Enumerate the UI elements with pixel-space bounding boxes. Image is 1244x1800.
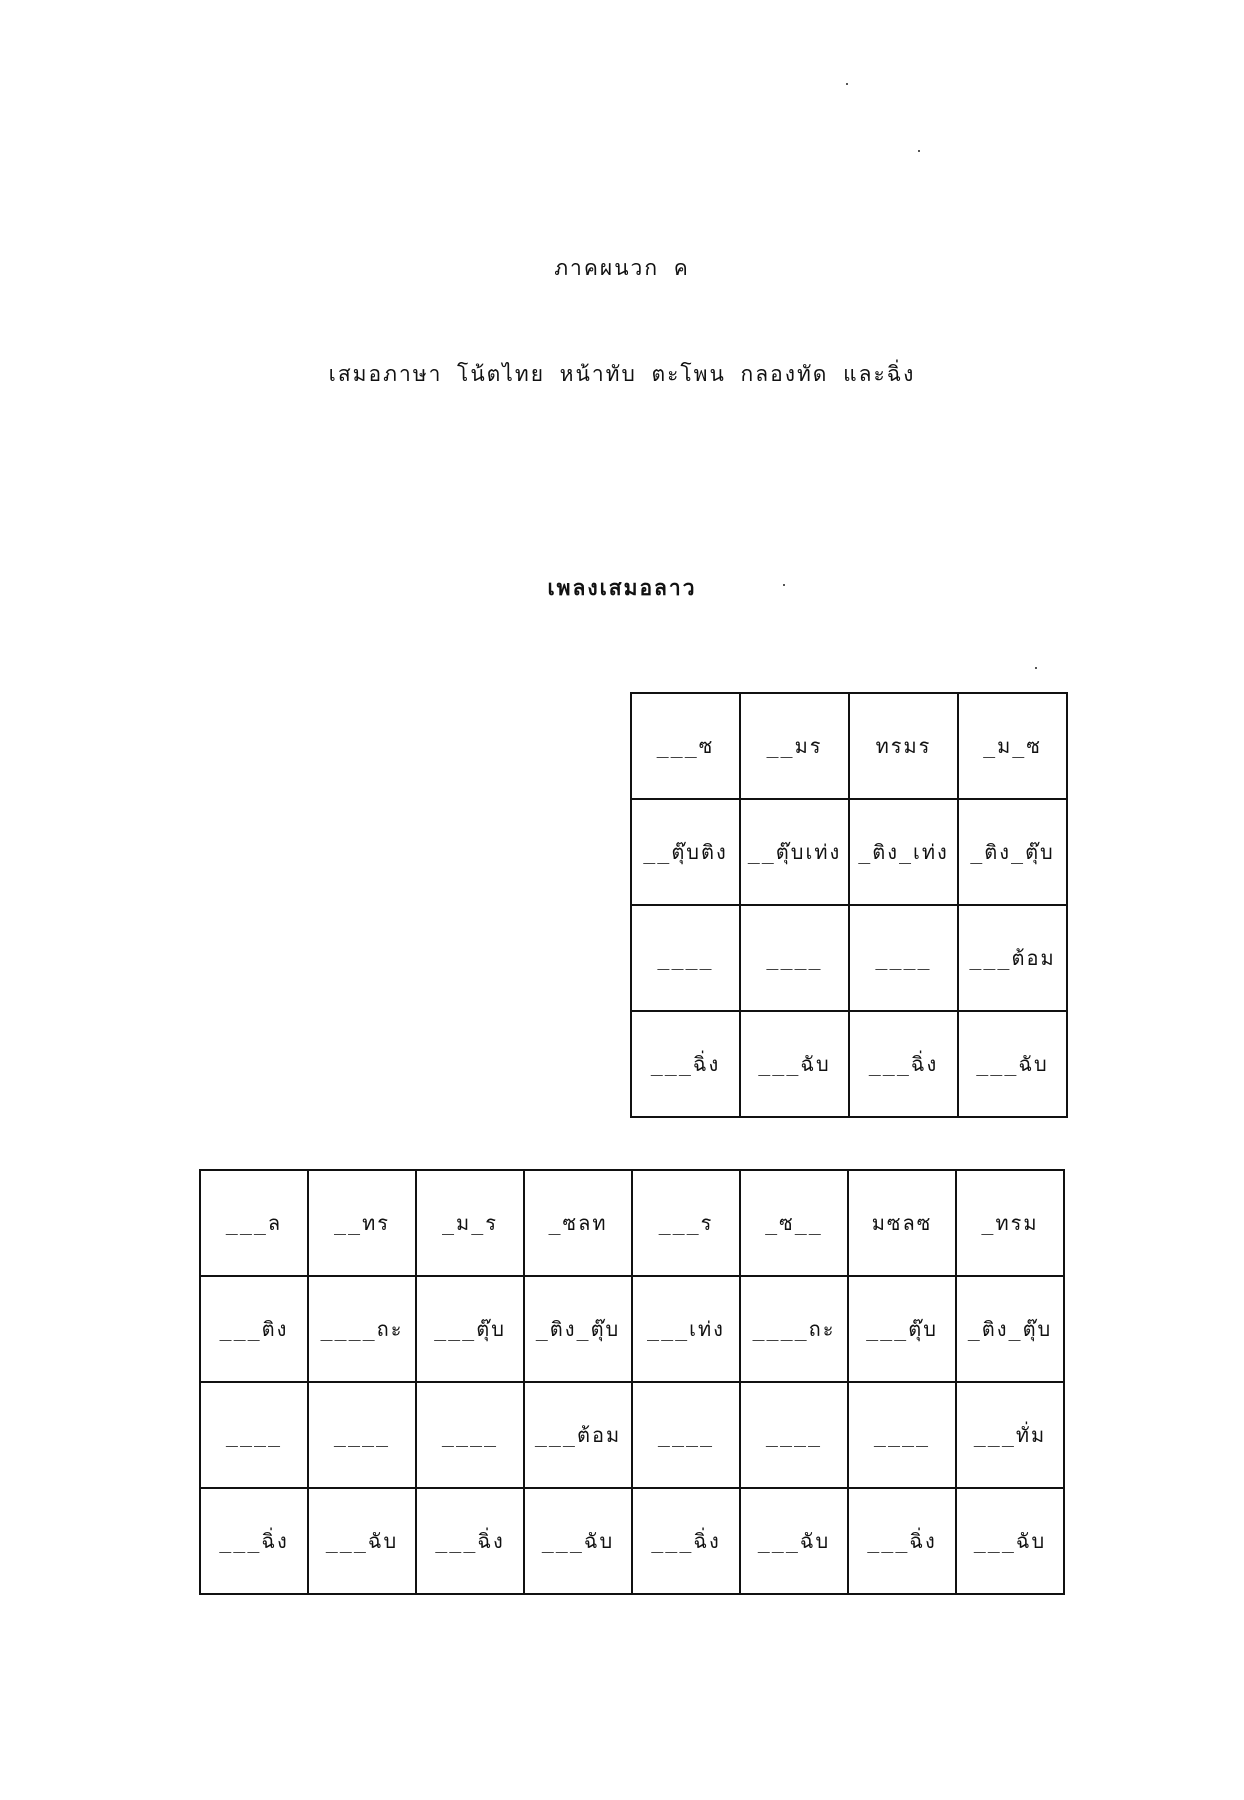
- notation-cell: ทรมร: [849, 693, 958, 799]
- notation-cell: _ม_ซ: [958, 693, 1067, 799]
- notation-cell: _ติง_ตุ๊บ: [524, 1276, 632, 1382]
- notation-cell: ___ทั่ม: [956, 1382, 1064, 1488]
- table-row: [631, 693, 1067, 799]
- notation-cell: ____: [632, 1382, 740, 1488]
- notation-cell: ___ล: [200, 1170, 308, 1276]
- table-row: [200, 1382, 1064, 1488]
- notation-cell: ___เท่ง: [632, 1276, 740, 1382]
- notation-cell: ___ต้อม: [958, 905, 1067, 1011]
- upper-notation-table: [630, 692, 1068, 1118]
- notation-cell: ___ร: [632, 1170, 740, 1276]
- notation-cell: ___ฉิ่ง: [416, 1488, 524, 1594]
- notation-cell: ____: [416, 1382, 524, 1488]
- table-row: [200, 1488, 1064, 1594]
- notation-cell: ___ฉิ่ง: [849, 1011, 958, 1117]
- notation-cell: ____: [849, 905, 958, 1011]
- notation-cell: ___ตุ๊บ: [416, 1276, 524, 1382]
- lower-notation-table: [199, 1169, 1065, 1595]
- notation-cell: _ติง_ตุ๊บ: [958, 799, 1067, 905]
- notation-cell: __ทร: [308, 1170, 416, 1276]
- notation-cell: ___ฉับ: [958, 1011, 1067, 1117]
- notation-cell: มซลซ: [848, 1170, 956, 1276]
- table-row: [200, 1276, 1064, 1382]
- notation-cell: ___ตุ๊บ: [848, 1276, 956, 1382]
- notation-cell: __ตุ๊บติง: [631, 799, 740, 905]
- notation-cell: ___ซ: [631, 693, 740, 799]
- scan-speck: [846, 83, 848, 85]
- notation-cell: ___ฉับ: [956, 1488, 1064, 1594]
- notation-cell: ___ฉับ: [524, 1488, 632, 1594]
- notation-cell: ___ฉิ่ง: [631, 1011, 740, 1117]
- appendix-title: ภาคผนวก ค: [554, 256, 690, 280]
- notation-cell: _ติง_ตุ๊บ: [956, 1276, 1064, 1382]
- notation-cell: ___ฉิ่ง: [200, 1488, 308, 1594]
- notation-cell: __ตุ๊บเท่ง: [740, 799, 849, 905]
- notation-cell: ____ถะ: [740, 1276, 848, 1382]
- notation-cell: ___ฉับ: [740, 1488, 848, 1594]
- table-row: [631, 905, 1067, 1011]
- notation-cell: ___ฉับ: [740, 1011, 849, 1117]
- notation-cell: _ม_ร: [416, 1170, 524, 1276]
- notation-cell: ___ฉิ่ง: [848, 1488, 956, 1594]
- notation-cell: _ทรม: [956, 1170, 1064, 1276]
- notation-cell: ____: [740, 905, 849, 1011]
- notation-cell: ___ฉับ: [308, 1488, 416, 1594]
- notation-cell: ____: [200, 1382, 308, 1488]
- notation-cell: ____: [740, 1382, 848, 1488]
- notation-cell: ____ถะ: [308, 1276, 416, 1382]
- table-row: [200, 1170, 1064, 1276]
- table-row: [631, 799, 1067, 905]
- notation-cell: ____: [631, 905, 740, 1011]
- document-subtitle: เสมอภาษา โน้ตไทย หน้าทับ ตะโพน กลองทัด และฉิ่ง: [328, 362, 916, 386]
- notation-cell: _ซ__: [740, 1170, 848, 1276]
- song-title: เพลงเสมอลาว: [547, 576, 697, 600]
- table-row: [631, 1011, 1067, 1117]
- scan-speck: [783, 584, 785, 586]
- scan-speck: [1035, 667, 1037, 669]
- scan-speck: [918, 150, 920, 152]
- notation-cell: _ซลท: [524, 1170, 632, 1276]
- notation-cell: ___ติง: [200, 1276, 308, 1382]
- notation-cell: ___ต้อม: [524, 1382, 632, 1488]
- notation-cell: ___ฉิ่ง: [632, 1488, 740, 1594]
- notation-cell: ____: [848, 1382, 956, 1488]
- notation-cell: ____: [308, 1382, 416, 1488]
- notation-cell: __มร: [740, 693, 849, 799]
- notation-cell: _ติง_เท่ง: [849, 799, 958, 905]
